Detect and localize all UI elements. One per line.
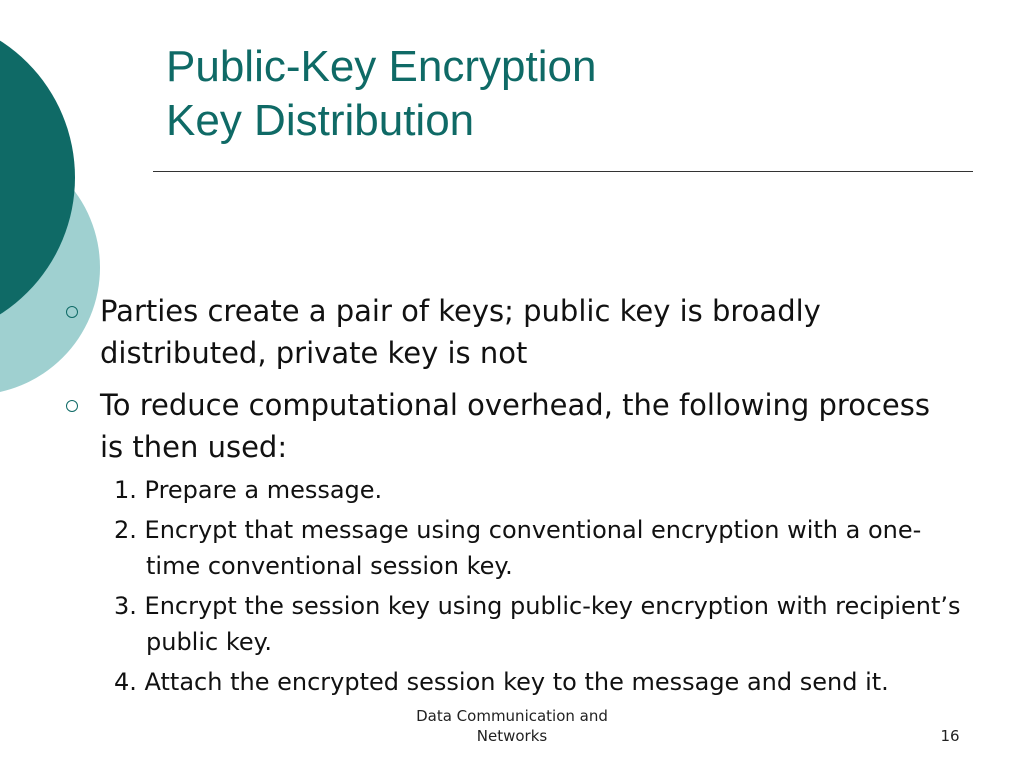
footer-text: Data Communication and Networks	[416, 707, 608, 745]
step-item: 2. Encrypt that message using conventional encryption with a one-time conventional session key.	[114, 516, 922, 580]
hollow-circle-icon	[66, 400, 78, 412]
bullet-item	[62, 384, 962, 468]
title-divider	[153, 171, 973, 172]
step-item: 4. Attach the encrypted session key to the message and send it.	[114, 668, 889, 696]
slide-title	[166, 40, 596, 148]
step-item: 3. Encrypt the session key using public-key encryption with recipient’s public key.	[114, 592, 961, 656]
step-item: 1. Prepare a message.	[114, 476, 383, 504]
page-number: 16	[940, 727, 960, 745]
bullet-item	[62, 290, 962, 374]
bullet-text: To reduce computational overhead, the following process is then used:	[100, 388, 930, 464]
title-line-1: Public-Key Encryption	[166, 42, 597, 91]
bullet-text: Parties create a pair of keys; public key is broadly distributed, private key is not	[100, 294, 821, 370]
process-steps	[114, 472, 962, 700]
slide-content	[62, 290, 962, 704]
title-line-2: Key Distribution	[166, 96, 475, 145]
hollow-circle-icon	[66, 306, 78, 318]
